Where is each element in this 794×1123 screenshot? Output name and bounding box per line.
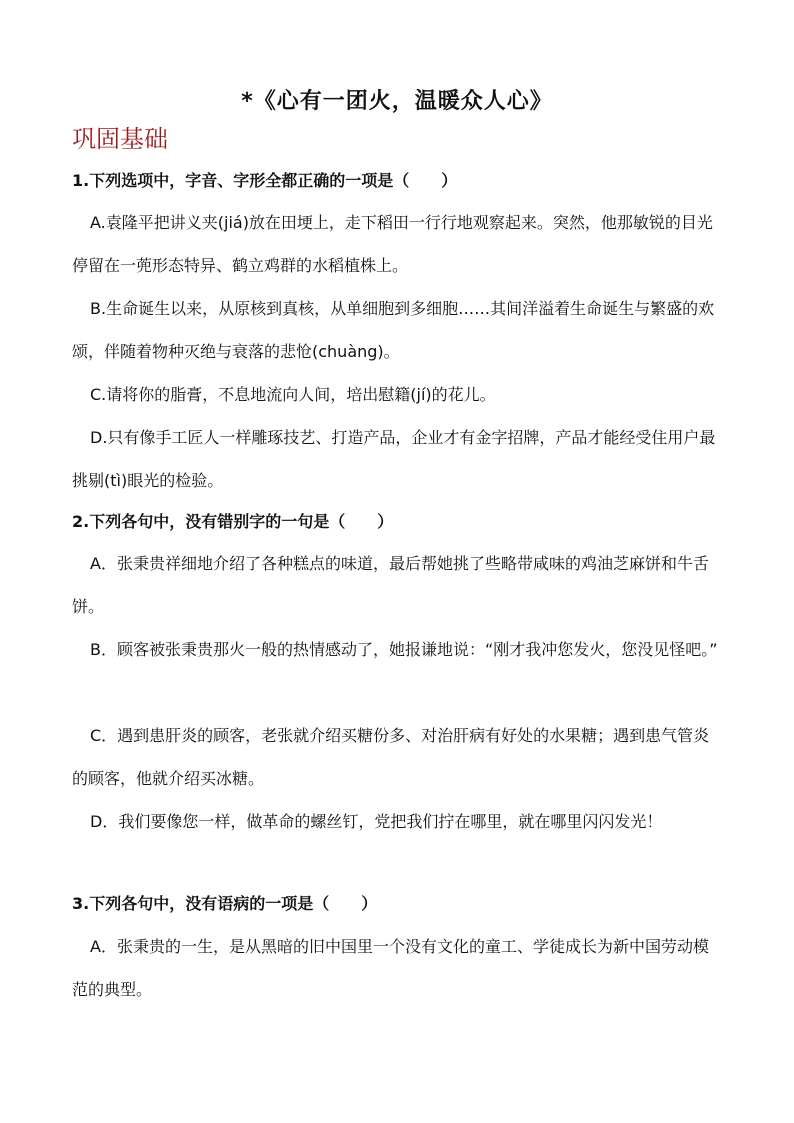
question-1-option-a: A.袁隆平把讲义夹(jiá)放在田埂上，走下稻田一行行地观察起来。突然，他那敏锐的目光停留在一蔸形态特异、鹤立鸡群的水稻植株上。 <box>72 213 713 275</box>
question-2-option-d: D．我们要像您一样，做革命的螺丝钉，党把我们拧在哪里，就在哪里闪闪发光！ <box>90 812 663 831</box>
document-title: *《心有一团火，温暖众人心》 <box>241 89 553 114</box>
question-1-stem: 1.下列选项中，字音、字形全都正确的一项是（ ） <box>72 171 458 190</box>
question-2-option-a: A．张秉贵祥细地介绍了各种糕点的味道，最后帮她挑了些略带咸味的鸡油芝麻饼和牛舌饼。 <box>72 554 709 616</box>
question-2-option-b: B．顾客被张秉贵那火一般的热情感动了，她报谦地说：“刚才我冲您发火，您没见怪吧。” <box>90 640 718 659</box>
question-1-option-c: C.请将你的脂膏，不息地流向人间，培出慰籍(jí)的花儿。 <box>90 385 496 404</box>
question-2-stem: 2.下列各句中，没有错别字的一句是（ ） <box>72 512 394 531</box>
question-3-stem: 3.下列各句中，没有语病的一项是（ ） <box>72 894 378 913</box>
question-2-option-c: C．遇到患肝炎的顾客，老张就介绍买糖份多、对治肝病有好处的水果糖；遇到患气管炎的顾客，他就介绍买冰糖。 <box>72 726 710 788</box>
question-1-option-b: B.生命诞生以来，从原核到真核，从单细胞到多细胞……其间洋溢着生命诞生与繁盛的欢颂，伴随着物种灭绝与衰落的悲怆(chuàng)。 <box>72 299 715 361</box>
question-1-option-d: D.只有像手工匠人一样雕琢技艺、打造产品，企业才有金字招牌，产品才能经受住用户最挑剔(tì)眼光的检验。 <box>72 428 716 490</box>
question-3-option-a: A．张秉贵的一生，是从黑暗的旧中国里一个没有文化的童工、学徒成长为新中国劳动模范的典型。 <box>72 937 709 999</box>
section-heading: 巩固基础 <box>72 125 168 153</box>
